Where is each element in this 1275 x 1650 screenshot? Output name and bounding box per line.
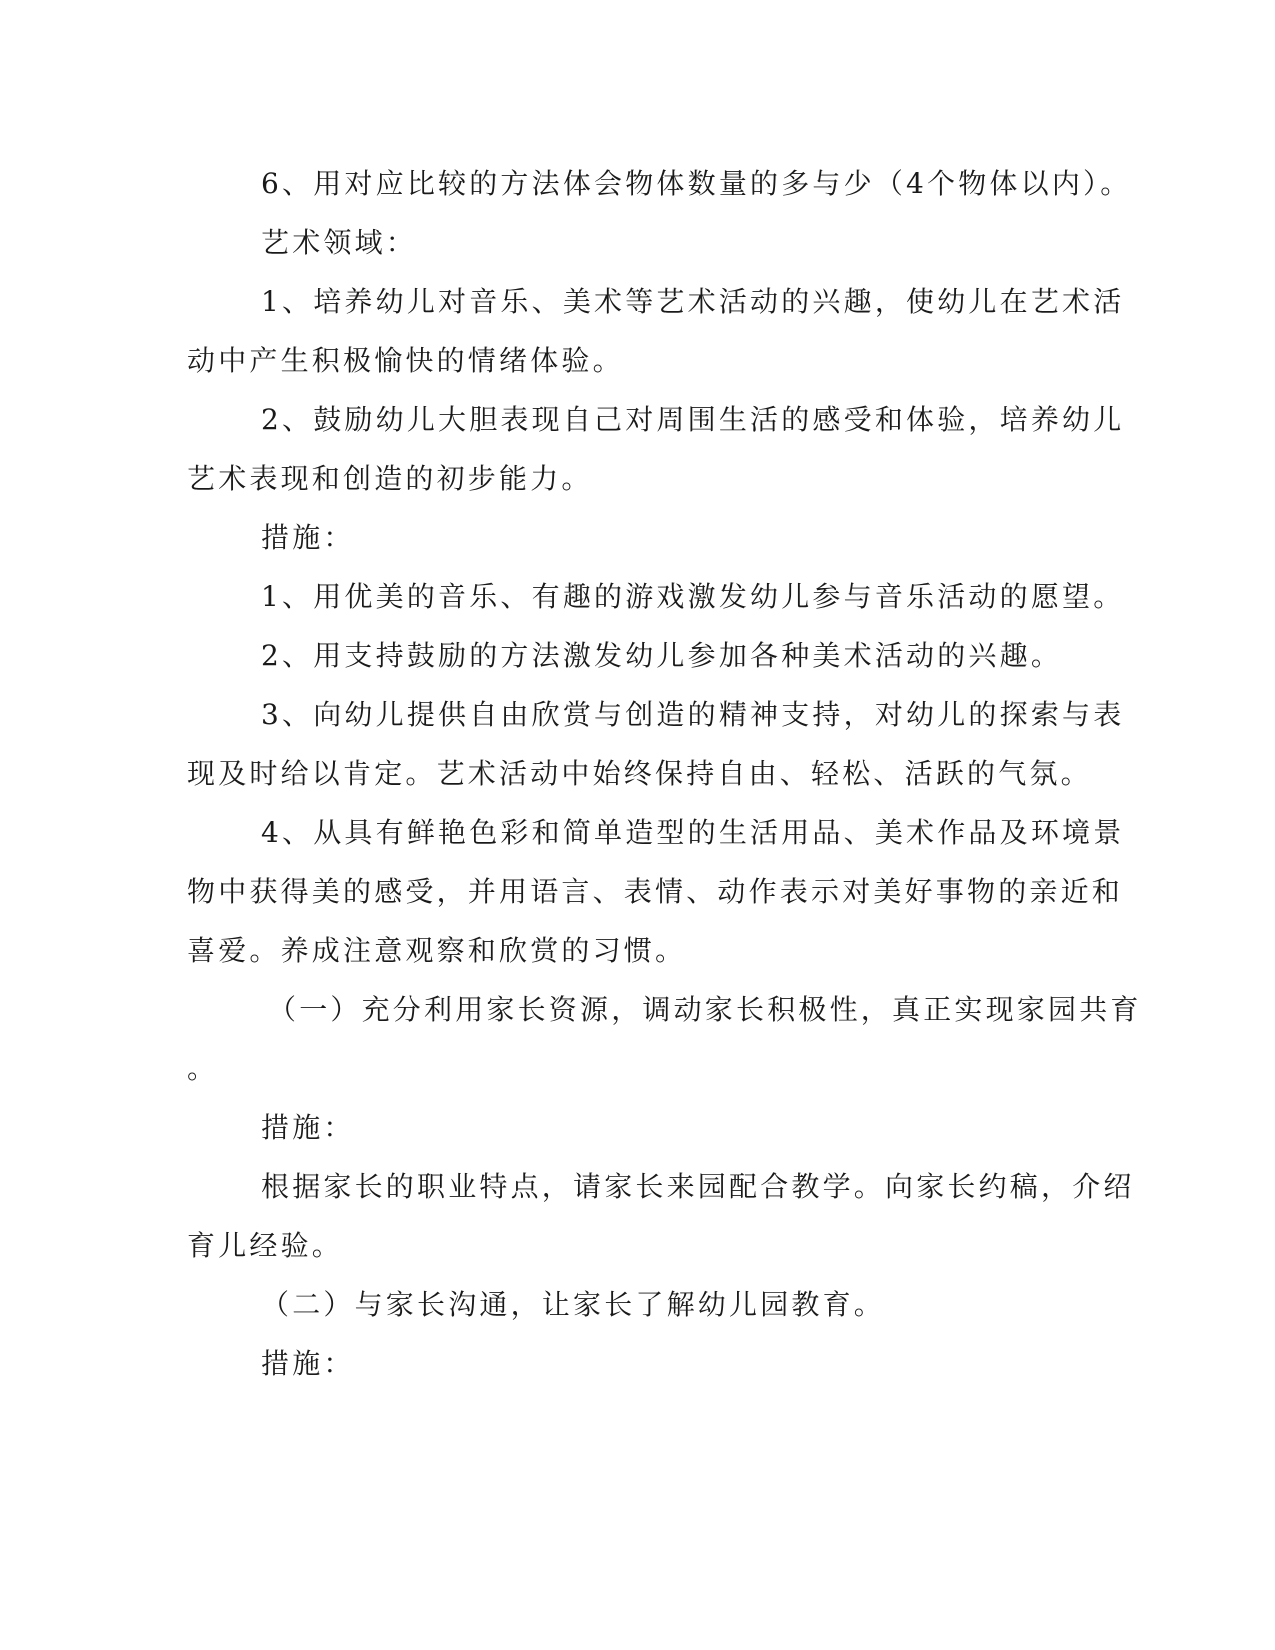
section-2-heading: （二）与家长沟通，让家长了解幼儿园教育。	[261, 1288, 886, 1321]
measure-4-line-2: 物中获得美的感受，并用语言、表情、动作表示对美好事物的亲近和	[187, 875, 1124, 908]
measure-4-line-3: 喜爱。养成注意观察和欣赏的习惯。	[187, 934, 687, 967]
measures-heading-2: 措施：	[261, 1111, 355, 1144]
math-item-6: 6、用对应比较的方法体会物体数量的多与少（4个物体以内）。	[261, 167, 1132, 200]
art-goal-1-line-2: 动中产生积极愉快的情绪体验。	[187, 344, 624, 377]
measure-4-line-1: 4、从具有鲜艳色彩和简单造型的生活用品、美术作品及环境景	[261, 816, 1125, 849]
art-goal-2-line-1: 2、鼓励幼儿大胆表现自己对周围生活的感受和体验，培养幼儿	[261, 403, 1125, 436]
measures-heading: 措施：	[261, 521, 355, 554]
art-goal-2-line-2: 艺术表现和创造的初步能力。	[187, 462, 593, 495]
measure-1: 1、用优美的音乐、有趣的游戏激发幼儿参与音乐活动的愿望。	[261, 580, 1125, 613]
section-1-heading-end: 。	[187, 1052, 219, 1085]
measure-2: 2、用支持鼓励的方法激发幼儿参加各种美术活动的兴趣。	[261, 639, 1063, 672]
art-goal-1-line-1: 1、培养幼儿对音乐、美术等艺术活动的兴趣，使幼儿在艺术活	[261, 285, 1125, 318]
section-1-heading: （一）充分利用家长资源，调动家长积极性，真正实现家园共育	[268, 993, 1142, 1026]
art-domain-heading: 艺术领域：	[261, 226, 418, 259]
parent-measure-line-1: 根据家长的职业特点，请家长来园配合教学。向家长约稿，介绍	[261, 1170, 1135, 1203]
measures-heading-3: 措施：	[261, 1347, 355, 1380]
parent-measure-line-2: 育儿经验。	[187, 1229, 344, 1262]
measure-3-line-1: 3、向幼儿提供自由欣赏与创造的精神支持，对幼儿的探索与表	[261, 698, 1125, 731]
measure-3-line-2: 现及时给以肯定。艺术活动中始终保持自由、轻松、活跃的气氛。	[187, 757, 1092, 790]
